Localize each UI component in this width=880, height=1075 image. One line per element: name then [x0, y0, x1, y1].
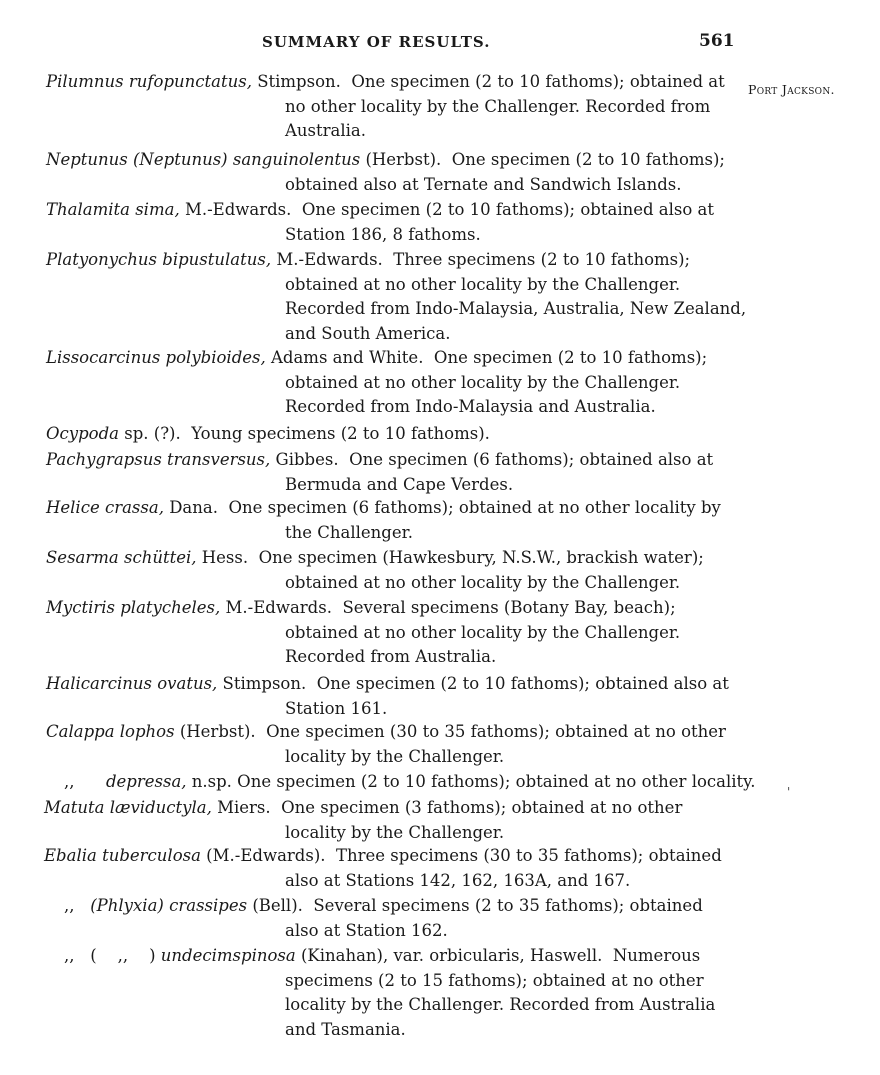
continuation-line: Recorded from Australia.	[285, 647, 497, 666]
species-entry	[46, 496, 721, 542]
continuation-line: specimens (2 to 15 fathoms); obtained at no other	[285, 970, 704, 990]
continuation-line: and South America.	[285, 323, 451, 343]
species-name: undecimspinosa	[160, 946, 296, 965]
continuation-line: Recorded from Indo-Malaysia and Australia.	[285, 397, 656, 416]
entry-text: (Herbst). One specimen (30 to 35 fathoms); obtained at no other	[174, 722, 726, 741]
entry-text: M.-Edwards. Three specimens (2 to 10 fathoms);	[271, 250, 691, 269]
continuation-line: Recorded from Indo-Malaysia, Australia, New Zealand,	[285, 299, 747, 318]
continuation-line: locality by the Challenger.	[285, 822, 505, 842]
species-entry	[46, 448, 714, 494]
species-name: Pilumnus rufopunctatus,	[46, 72, 252, 91]
continuation-line: Station 161.	[285, 698, 388, 718]
species-entry	[64, 770, 756, 795]
species-entry	[44, 796, 683, 842]
continuation-line: the Challenger.	[285, 522, 413, 542]
continuation-line: Bermuda and Cape Verdes.	[285, 474, 514, 494]
entry-text: (M.-Edwards). Three specimens (30 to 35 fathoms); obtained	[200, 846, 722, 865]
entry-text: (Bell). Several specimens (2 to 35 fathoms); obtained	[247, 896, 703, 915]
species-name: Ebalia tuberculosa	[44, 846, 201, 865]
entry-text: Miers. One specimen (3 fathoms); obtained at no other	[211, 798, 683, 817]
species-name: Myctiris platycheles,	[46, 598, 221, 617]
page-number: 561	[699, 31, 735, 51]
entry-first-line	[46, 496, 721, 521]
species-name: Helice crassa,	[46, 498, 164, 517]
stray-mark: '	[787, 785, 791, 799]
continuation-line: and Tasmania.	[285, 1019, 406, 1039]
entry-text: Gibbes. One specimen (6 fathoms); obtained also at	[270, 450, 714, 469]
species-entry	[46, 546, 704, 592]
continuation-line: no other locality by the Challenger. Recorded from	[285, 96, 711, 116]
entry-text: (Herbst). One specimen (2 to 10 fathoms);	[360, 150, 725, 169]
species-name: Pachygrapsus transversus,	[46, 450, 271, 469]
entry-first-line	[46, 198, 714, 223]
species-name: Platyonychus bipustulatus,	[46, 250, 272, 269]
entry-first-line	[46, 720, 726, 745]
continuation-line: Australia.	[285, 121, 367, 140]
margin-note-locality: Port Jackson.	[748, 82, 835, 97]
entry-first-line	[46, 546, 704, 571]
species-name: Sesarma schüttei,	[46, 548, 197, 567]
species-name: Lissocarcinus polybioides,	[46, 348, 266, 367]
species-name: Neptunus (Neptunus) sanguinolentus	[46, 150, 361, 169]
species-entry	[46, 596, 681, 666]
entry-text: Stimpson. One specimen (2 to 10 fathoms); obtained also at	[217, 674, 729, 693]
entry-text: Stimpson. One specimen (2 to 10 fathoms); obtained at	[251, 72, 725, 91]
entry-text: M.-Edwards. Several specimens (Botany Bay, beach);	[220, 598, 676, 617]
continuation-line: also at Station 162.	[285, 920, 448, 940]
entry-first-line	[46, 448, 713, 473]
continuation-line: obtained at no other locality by the Challenger.	[285, 372, 681, 392]
entry-first-line	[46, 672, 729, 697]
entry-text: Adams and White. One specimen (2 to 10 fathoms);	[265, 348, 708, 367]
species-entry	[46, 198, 715, 244]
continuation-line: Station 186, 8 fathoms.	[285, 224, 481, 244]
entry-text: sp. (?). Young specimens (2 to 10 fathoms).	[119, 424, 490, 443]
species-name: (Phlyxia) crassipes	[90, 896, 248, 915]
entry-text: Dana. One specimen (6 fathoms); obtained at no other locality by	[163, 498, 721, 517]
species-entry	[64, 944, 716, 1039]
running-header-title: SUMMARY OF RESULTS.	[262, 33, 491, 51]
continuation-line: locality by the Challenger.	[285, 746, 505, 766]
entry-first-line	[44, 796, 682, 821]
entry-first-line	[44, 844, 722, 869]
species-name: Thalamita sima,	[46, 200, 180, 219]
continuation-line: also at Stations 142, 162, 163A, and 167.	[285, 870, 631, 890]
species-entry	[64, 894, 703, 940]
species-name: Halicarcinus ovatus,	[46, 674, 218, 693]
species-name: depressa,	[105, 772, 187, 791]
species-name: Ocypoda	[46, 424, 119, 443]
entry-text: M.-Edwards. One specimen (2 to 10 fathoms); obtained also at	[179, 200, 715, 219]
species-entry	[46, 346, 708, 416]
entry-first-line	[64, 770, 756, 795]
species-name: Calappa lophos	[46, 722, 175, 741]
ditto-prefix: ,,	[64, 772, 106, 791]
entry-first-line	[46, 148, 725, 173]
species-entry	[46, 248, 747, 343]
entry-first-line	[46, 346, 707, 371]
entry-text: n.sp. One specimen (2 to 10 fathoms); obtained at no other locality.	[186, 772, 756, 791]
entry-text: (Kinahan), var. orbicularis, Haswell. Numerous	[295, 946, 701, 965]
species-name: Matuta læviductyla,	[44, 798, 212, 817]
entry-first-line	[46, 422, 490, 447]
entry-first-line	[46, 248, 690, 273]
species-entry	[46, 70, 725, 140]
continuation-line: obtained at no other locality by the Challenger.	[285, 274, 681, 294]
continuation-line: obtained at no other locality by the Challenger.	[285, 622, 681, 642]
continuation-line: obtained at no other locality by the Challenger.	[285, 572, 681, 592]
ditto-prefix: ,,	[64, 896, 91, 915]
continuation-line: locality by the Challenger. Recorded from Australia	[285, 995, 716, 1014]
species-entry	[46, 422, 490, 447]
entry-first-line	[46, 70, 725, 95]
species-entry	[44, 844, 722, 890]
ditto-prefix: ,, ( ,, )	[64, 946, 161, 965]
species-entry	[46, 148, 725, 194]
entry-text: Hess. One specimen (Hawkesbury, N.S.W., brackish water);	[196, 548, 704, 567]
species-entry	[46, 672, 729, 718]
continuation-line: obtained also at Ternate and Sandwich Islands.	[285, 174, 682, 194]
entry-first-line	[64, 944, 700, 969]
species-entry	[46, 720, 726, 766]
entry-first-line	[46, 596, 676, 621]
entry-first-line	[64, 894, 703, 919]
